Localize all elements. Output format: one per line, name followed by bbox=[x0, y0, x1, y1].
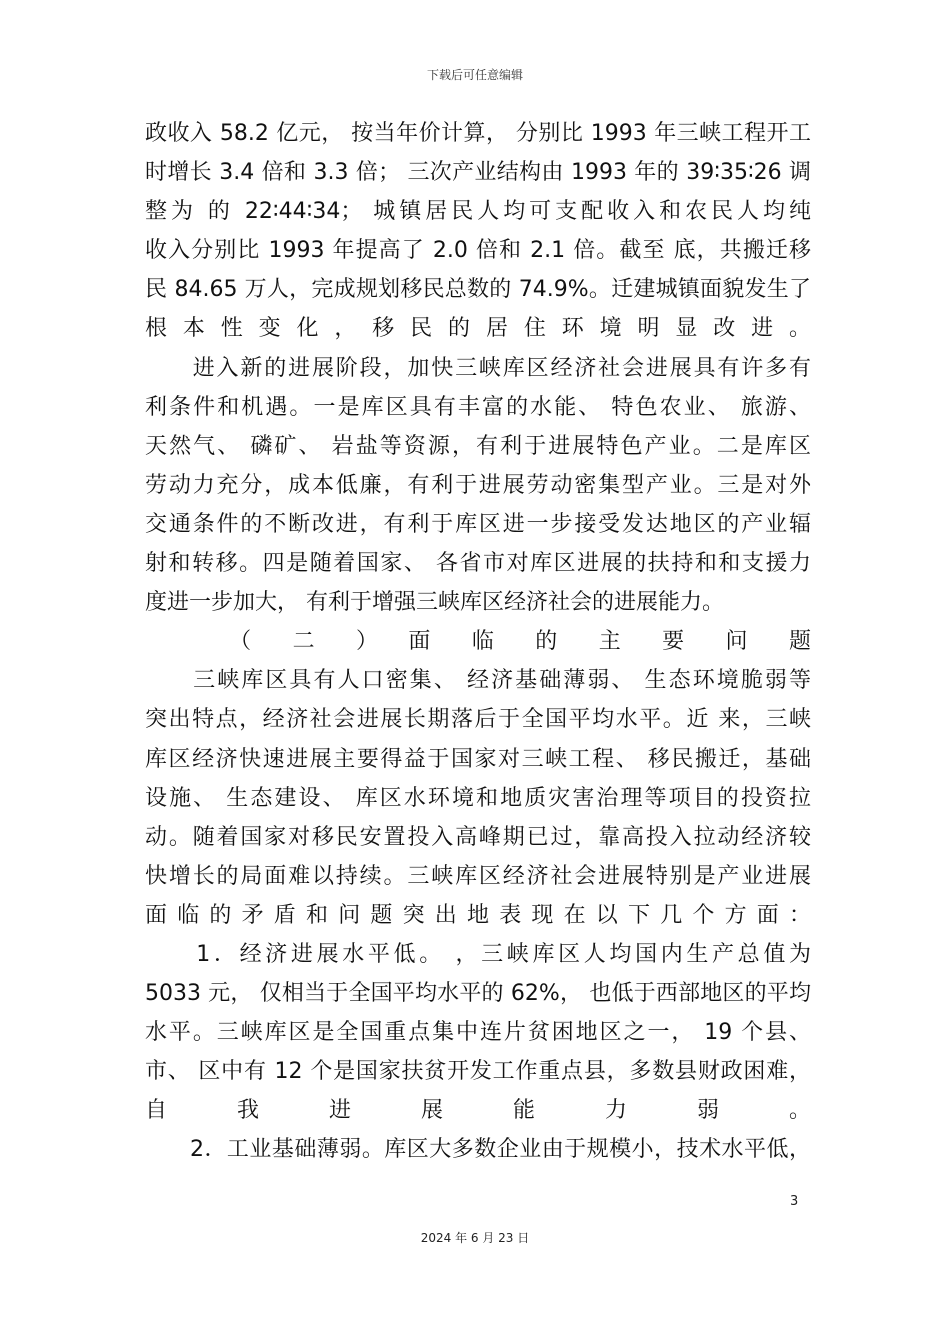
text-line: 三峡库区具有人口密集、 经济基础薄弱、 生态环境脆弱等 bbox=[145, 668, 811, 694]
text-line: 市、 区中有 12 个是国家扶贫开发工作重点县，多数县财政困难， bbox=[145, 1059, 811, 1085]
section-heading: （ 二 ） 面 临 的 主 要 问 题 bbox=[145, 629, 811, 655]
text-line: 进入新的进展阶段，加快三峡库区经济社会进展具有许多有 bbox=[145, 355, 811, 381]
text-line: 2．工业基础薄弱。库区大多数企业由于规模小，技术水平低， bbox=[145, 1137, 811, 1163]
text-line: 面 临 的 矛 盾 和 问 题 突 出 地 表 现 在 以 下 几 个 方 面 ： bbox=[145, 902, 811, 928]
text-line: 收入分别比 1993 年提高了 2.0 倍和 2.1 倍。截至 底，共搬迁移 bbox=[145, 238, 811, 264]
text-line: 突出特点，经济社会进展长期落后于全国平均水平。近 来，三峡 bbox=[145, 707, 811, 733]
text-line: 根 本 性 变 化 ， 移 民 的 居 住 环 境 明 显 改 进 。 bbox=[145, 316, 811, 342]
text-line: 度进一步加大， 有利于增强三峡库区经济社会的进展能力。 bbox=[145, 590, 724, 616]
text-line: 水平。三峡库区是全国重点集中连片贫困地区之一， 19 个县、 bbox=[145, 1020, 811, 1046]
page-footer-date: 2024 年 6 月 23 日 bbox=[420, 1231, 530, 1245]
text-line: 时增长 3.4 倍和 3.3 倍； 三次产业结构由 1993 年的 39∶35∶26 调 bbox=[145, 160, 811, 186]
page-header: 下载后可任意编辑 bbox=[426, 68, 523, 82]
text-line: 射和转移。四是随着国家、 各省市对库区进展的扶持和和支援力 bbox=[145, 551, 811, 577]
text-line: 利条件和机遇。一是库区具有丰富的水能、 特色农业、 旅游、 bbox=[145, 394, 811, 420]
text-line: 动。随着国家对移民安置投入高峰期已过，靠高投入拉动经济较 bbox=[145, 824, 811, 850]
text-line: 设施、 生态建设、 库区水环境和地质灾害治理等项目的投资拉 bbox=[145, 785, 811, 811]
text-line: 天然气、 磷矿、 岩盐等资源，有利于进展特色产业。二是库区 bbox=[145, 433, 811, 459]
body-text bbox=[145, 114, 811, 1170]
text-line: 民 84.65 万人，完成规划移民总数的 74.9%。迁建城镇面貌发生了 bbox=[145, 277, 811, 303]
text-line: 5033 元， 仅相当于全国平均水平的 62%， 也低于西部地区的平均 bbox=[145, 981, 811, 1007]
text-line: 快增长的局面难以持续。三峡库区经济社会进展特别是产业进展 bbox=[145, 863, 811, 889]
text-line: 政收入 58.2 亿元， 按当年价计算， 分别比 1993 年三峡工程开工 bbox=[145, 121, 811, 146]
page-number: 3 bbox=[790, 1194, 799, 1209]
text-line: 自 我 进 展 能 力 弱 。 bbox=[145, 1098, 811, 1124]
text-line: 1．经济进展水平低。 ，三峡库区人均国内生产总值为 bbox=[145, 941, 811, 967]
text-line: 整为 的 22∶44∶34； 城镇居民人均可支配收入和农民人均纯 bbox=[145, 199, 811, 225]
text-line: 库区经济快速进展主要得益于国家对三峡工程、 移民搬迁，基础 bbox=[145, 746, 811, 772]
text-line: 劳动力充分，成本低廉，有利于进展劳动密集型产业。三是对外 bbox=[145, 472, 811, 498]
text-line: 交通条件的不断改进，有利于库区进一步接受发达地区的产业辐 bbox=[145, 511, 811, 537]
